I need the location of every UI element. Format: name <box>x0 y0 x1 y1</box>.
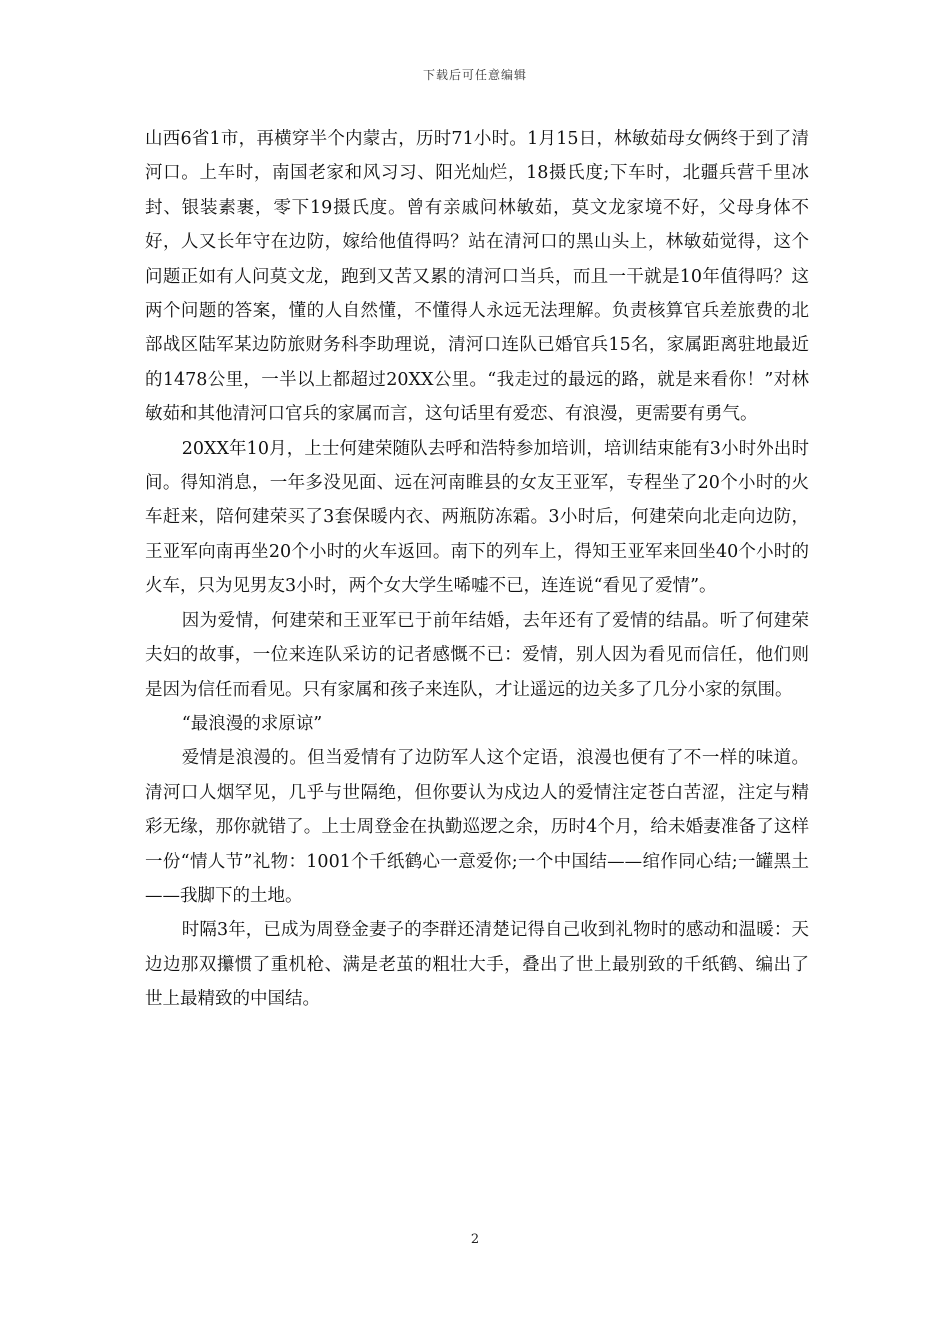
paragraph-3: 因为爱情，何建荣和王亚军已于前年结婚，去年还有了爱情的结晶。听了何建荣夫妇的故事，一位来连队采访的记者感慨不已：爱情，别人因为看见而信任，他们则是因为信任而看见。只有家属和孩子来连队，才让遥远的边关多了几分小家的氛围。 <box>145 610 809 700</box>
paragraph-4: 爱情是浪漫的。但当爱情有了边防军人这个定语，浪漫也便有了不一样的味道。清河口人烟罕见，几乎与世隔绝，但你要认为戍边人的爱情注定苍白苦涩，注定与精彩无缘，那你就错了。上士周登金在执勤巡逻之余，历时4个月，给未婚妻准备了这样一份“情人节”礼物：1001个千纸鹤心一意爱你;一个中国结——绾作同心结;一罐黑土——我脚下的土地。 <box>145 748 809 906</box>
paragraph-1: 山西6省1市，再横穿半个内蒙古，历时71小时。1月15日，林敏茹母女俩终于到了清河口。上车时，南国老家和风习习、阳光灿烂，18摄氏度;下车时，北疆兵营千里冰封、银装素裹，零下19摄氏度。曾有亲戚问林敏茹，莫文龙家境不好，父母身体不好，人又长年守在边防，嫁给他值得吗？站在清河口的黑山头上，林敏茹觉得，这个问题正如有人问莫文龙，跑到又苦又累的清河口当兵，而且一干就是10年值得吗？这两个问题的答案，懂的人自然懂，不懂得人永远无法理解。负责核算官兵差旅费的北部战区陆军某边防旅财务科李助理说，清河口连队已婚官兵15名，家属距离驻地最近的1478公里，一半以上都超过20XX公里。“我走过的最远的路，就是来看你！”对林敏茹和其他清河口官兵的家属而言，这句话里有爱恋、有浪漫，更需要有勇气。 <box>145 129 809 425</box>
paragraph-5: 时隔3年，已成为周登金妻子的李群还清楚记得自己收到礼物时的感动和温暖：天边边那双攥惯了重机枪、满是老茧的粗壮大手，叠出了世上最别致的千纸鹤、编出了世上最精致的中国结。 <box>145 920 809 1010</box>
article-body <box>145 122 809 1017</box>
paragraph-2: 20XX年10月，上士何建荣随队去呼和浩特参加培训，培训结束能有3小时外出时间。得知消息，一年多没见面、远在河南睢县的女友王亚军，专程坐了20个小时的火车赶来，陪何建荣买了3套保暖内衣、两瓶防冻霜。3小时后，何建荣向北走向边防，王亚军向南再坐20个小时的火车返回。南下的列车上，得知王亚军来回坐40个小时的火车，只为见男友3小时，两个女大学生唏嘘不已，连连说“看见了爱情”。 <box>145 438 809 597</box>
page-header: 下载后可任意编辑 <box>422 68 527 82</box>
page-number: 2 <box>470 1232 480 1247</box>
section-heading: “最浪漫的求原谅” <box>181 713 323 734</box>
